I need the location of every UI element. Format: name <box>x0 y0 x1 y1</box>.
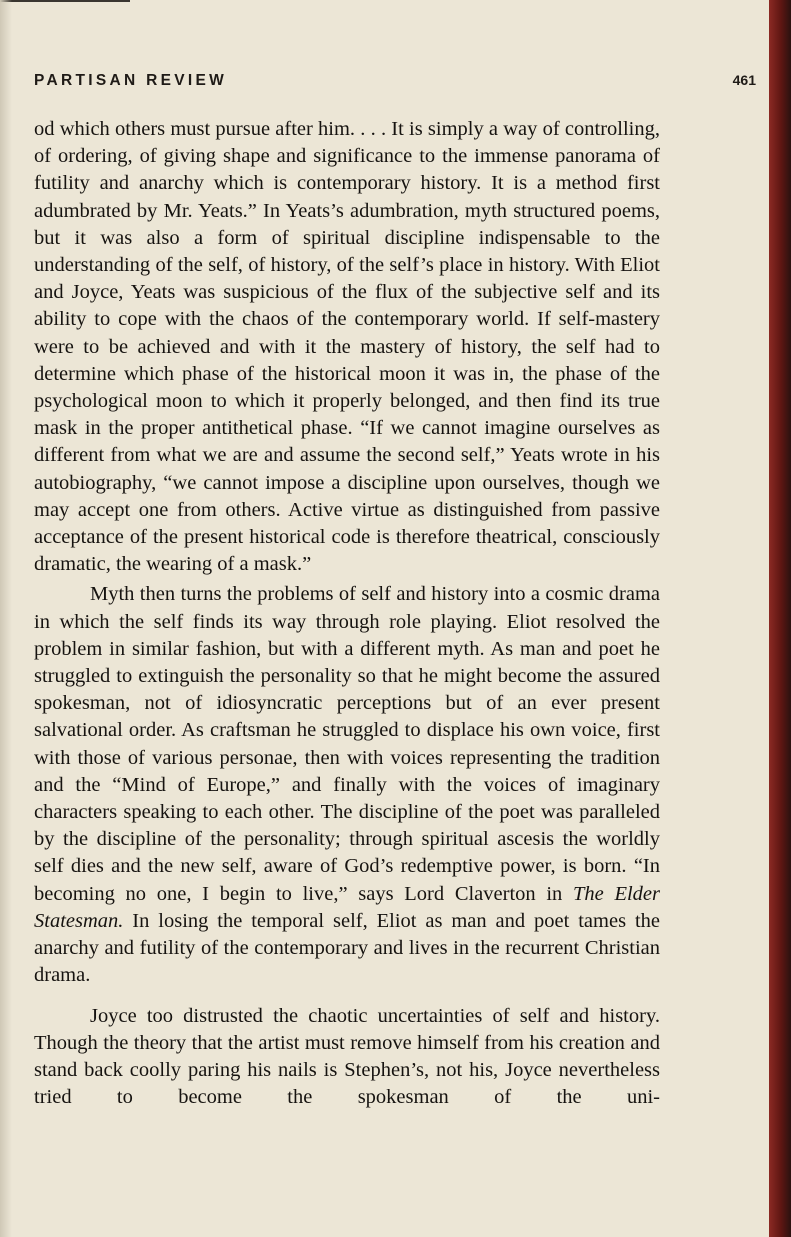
paragraph-2-text-b: In losing the temporal self, Eliot as man and poet tames the anarchy and futility of the contemporary and lives in the recurrent Christian drama. <box>34 909 660 987</box>
play-title: The Elder Statesman. <box>34 882 661 932</box>
journal-title: PARTISAN REVIEW <box>34 72 228 89</box>
page-top-edge <box>0 0 130 2</box>
page-number: 461 <box>732 72 756 88</box>
article-body <box>34 116 660 1111</box>
paragraph-2-text-a: Myth then turns the problems of self and history into a cosmic drama in which the self finds its way through role playing. Eliot resolved the problem in similar fashion, but with a different myth. As man and poet he struggled to extinguish the personality so that he might become the assured spokesman, not of idiosyncratic perceptions but of an ever present salvational order. As craftsman he struggled to displace his own voice, first with those of various personae, then with voices representing the tradition and the “Mind of Europe,” and finally with the voices of imaginary characters speaking to each other. The discipline of the poet was paralleled by the discipline of the personality; through spiritual ascesis the worldly self dies and the new self, aware of God’s redemptive power, is born. “In becoming no one, I begin to live,” says Lord Claverton in <box>34 583 660 905</box>
paragraph-3: Joyce too distrusted the chaotic uncertainties of self and history. Though the theory that the artist must remove himself from his creation and stand back coolly paring his nails is Stephen’s, not his, Joyce nevertheless tried to become the spokesman of the uni- <box>34 1004 660 1109</box>
paragraph-2 <box>34 581 660 989</box>
running-head <box>34 72 756 96</box>
paragraph-1: od which others must pursue after him. . . . It is simply a way of controlling, of ordering, of giving shape and significance to the immense panorama of futility and anarchy which is contemporary history. It is a method first adumbrated by Mr. Yeats.” In Yeats’s adumbration, myth structured poems, but it was also a form of spiritual discipline indispensable to the understanding of the self, of history, of the self’s place in history. With Eliot and Joyce, Yeats was suspicious of the flux of the subjective self and its ability to cope with the chaos of the contemporary world. If self-mastery were to be achieved and with it the mastery of history, the self had to determine which phase of the historical moon it was in, the phase of the psychological moon to which it properly belonged, and then find its true mask in the proper antithetical phase. “If we cannot imagine ourselves as different from what we are and assume the second self,” Yeats wrote in his autobiography, “we cannot impose a discipline upon ourselves, though we may accept one from others. Active virtue as distinguished from passive acceptance of the present historical code is therefore theatrical, consciously dramatic, the wearing of a mask.” <box>34 118 660 576</box>
book-cover-edge <box>769 0 791 1237</box>
page-gutter-shadow <box>0 0 12 1237</box>
